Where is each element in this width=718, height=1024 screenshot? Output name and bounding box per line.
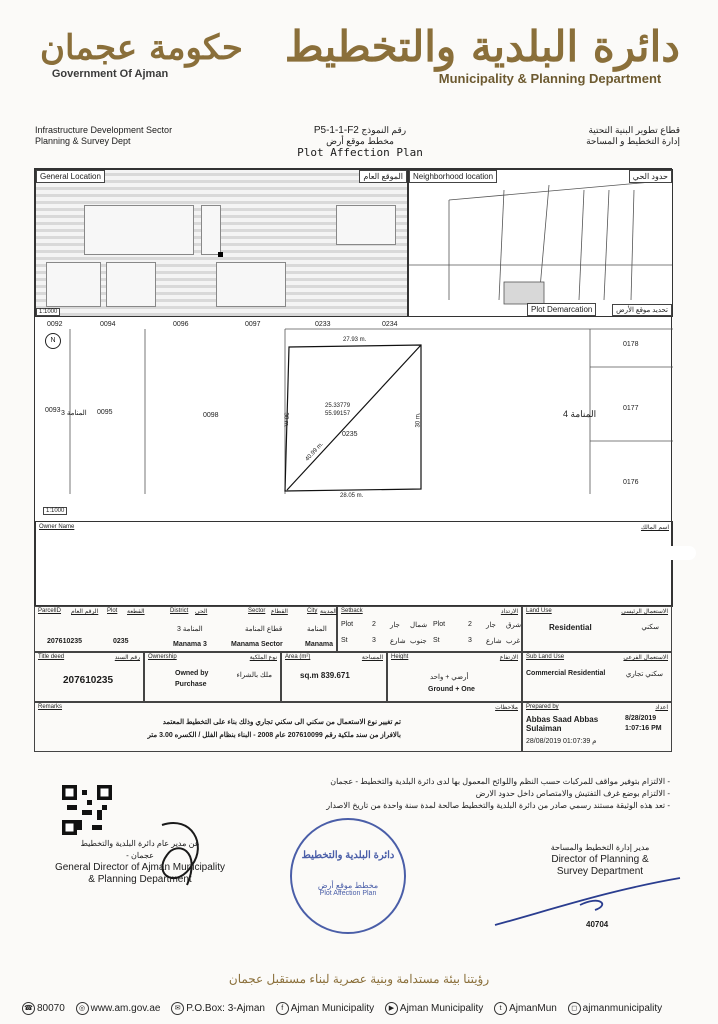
form-number-row (260, 125, 460, 136)
zone-right-label: المنامة 4 (563, 409, 597, 419)
plot-number-right: 0177 (623, 405, 639, 412)
ownership-label-ar: نوع الملكية (249, 655, 277, 661)
facebook-link[interactable]: Ajman Municipality (290, 1003, 375, 1015)
remarks-label-ar: ملاحظات (495, 705, 518, 711)
stamp-sub-ar: مخطط موقع أرض (317, 881, 379, 890)
qr-pattern (62, 784, 112, 836)
website-link[interactable]: www.am.gov.ae (90, 1003, 161, 1015)
area-cell (281, 652, 387, 702)
sector-line-1: Infrastructure Development Sector (35, 125, 173, 135)
sector-line-2-ar: إدارة التخطيط و المساحة (586, 136, 680, 146)
city-label: City (307, 608, 318, 614)
height-ar: أرضي + واحد (430, 674, 469, 681)
stamp-sub-en: Plot Affection Plan (319, 890, 377, 897)
phone-number[interactable]: 80070 (37, 1003, 65, 1015)
prepared-by: Abbas Saad Abbas Sulaiman (526, 715, 599, 733)
title-deed-label: Title deed (38, 654, 65, 660)
city-en: Manama (305, 641, 334, 648)
neighborhood-lines (409, 170, 673, 317)
remarks-label: Remarks (38, 704, 63, 710)
height-cell (387, 652, 522, 702)
qr-code (62, 784, 112, 836)
setback-cell (337, 606, 522, 652)
title-deed-value: 207610235 (63, 675, 114, 686)
map-block (201, 205, 221, 255)
setback-value: 3 (372, 637, 376, 644)
general-director-en-1: General Director of Ajman Municipality (54, 862, 226, 873)
coordinate-1: 25.33779 (325, 403, 351, 409)
sector-line-1-ar: قطاع تطوير البنية التحتية (588, 125, 680, 135)
ownership-ar: ملك بالشراء (236, 672, 272, 679)
instagram-link[interactable]: ajmanmunicipality (582, 1003, 663, 1015)
height-label: Height (391, 654, 409, 660)
sub-land-use-label: Sub Land Use (526, 654, 565, 660)
planning-director-en-1: Director of Planning & (551, 854, 649, 865)
po-box: P.O.Box: 3-Ajman (186, 1003, 265, 1015)
phone-icon: ☎ (22, 1002, 35, 1015)
setback-east: شرق (506, 622, 522, 629)
setback-north: شمال (410, 622, 428, 629)
planning-director-ar: مدير إدارة التخطيط والمساحة (550, 843, 650, 852)
government-logo (40, 28, 243, 80)
north-arrow-icon: N (45, 333, 61, 349)
city-label-ar: المدينة (320, 609, 337, 615)
setback-side: شارع (390, 638, 406, 645)
district-label-ar: الحي (195, 609, 208, 615)
sector-label-ar: القطاع (271, 609, 288, 615)
prepared-cell (522, 702, 672, 752)
sector-en: Manama Sector (231, 641, 283, 648)
department-logo (284, 22, 680, 86)
ownership-en: Owned by Purchase (175, 670, 209, 688)
sector-label: Sector (248, 608, 266, 614)
land-use-label: Land Use (526, 608, 552, 614)
map-label-ar: الموقع العام (359, 170, 407, 183)
map-block (216, 262, 286, 307)
coordinate-2: 55.99157 (325, 411, 351, 417)
stamp-title: دائرة البلدية والتخطيط (301, 850, 395, 861)
sector-line-2: Planning & Survey Dept (35, 136, 131, 146)
dimension-top: 27.93 m. (343, 337, 367, 343)
area-value: sq.m 839.671 (300, 671, 350, 680)
general-location-map (35, 169, 408, 317)
form-title-en: Plot Affection Plan (297, 146, 423, 159)
plot-number-main: 0235 (342, 431, 358, 438)
owner-label: Owner Name (39, 524, 75, 530)
dimension-right: 30 m. (415, 412, 422, 428)
setback-key: Plot (433, 621, 446, 628)
district-en: Manama 3 (173, 641, 207, 648)
plot-number-left: 0093 (45, 407, 61, 414)
sub-land-use-label-ar: الاستعمال الفرعي (623, 655, 668, 661)
plot-number-top: 0092 (47, 321, 63, 328)
remarks-line-1: تم تغيير نوع الاستعمال من سكني الى سكني تجاري وذلك بناء على التخطيط المعتمد (162, 719, 401, 726)
general-director-ar-1: عن مدير عام دائرة البلدية والتخطيط (80, 839, 200, 848)
mailbox-icon: ✉ (171, 1002, 184, 1015)
setback-value: 2 (468, 621, 472, 628)
land-use-label-ar: الاستعمال الرئيسي (621, 609, 668, 615)
setback-side: جار (390, 622, 400, 629)
plot-number-top: 0233 (315, 321, 331, 328)
area-label-ar: المساحة (361, 655, 383, 661)
ownership-cell (144, 652, 281, 702)
department-name-arabic: دائرة البلدية والتخطيط (284, 22, 680, 71)
prepared-at: 28/08/2019 01:07:39 م (526, 738, 597, 745)
conditions-notes (326, 776, 670, 812)
dimension-left: 30 m. (282, 412, 289, 428)
sector-ar: قطاع المنامة (245, 626, 283, 633)
plot-no: 0235 (113, 638, 129, 645)
area-label: Area (m²) (285, 654, 311, 660)
form-title-ar: مخطط موقع أرض (326, 136, 394, 146)
plot-label-ar: القطعة (127, 609, 145, 615)
document-number: 40704 (586, 920, 609, 929)
remarks-line-2: بالافراز من سند ملكية رقم 207610099 عام 2008 - البناء بنظام الفلل / الكسره 3.00 متر (147, 732, 401, 739)
title-deed-label-ar: رقم السند (114, 655, 140, 661)
scale-bar: 1:1000 (36, 308, 60, 316)
demarcation-label: Plot Demarcation (527, 303, 596, 316)
vision-statement: رؤيتنا بيئة مستدامة وبنية عصرية لبناء مستقبل عجمان (228, 972, 490, 986)
land-use-ar: سكني (641, 624, 659, 631)
plot-number-top: 0234 (382, 321, 398, 328)
form-number-label-ar: رقم النموذج (361, 125, 407, 135)
scale-bar: 1:1000 (43, 507, 67, 515)
map-block (336, 205, 396, 245)
setback-key: Plot (341, 621, 354, 628)
parcel-label-ar: الرقم العام (71, 609, 99, 615)
dimension-diagonal: 40.99 m. (304, 441, 325, 463)
plot-number-right: 0178 (623, 341, 639, 348)
general-director-ar-2: - عجمان (126, 851, 154, 860)
owner-label-ar: اسم المالك (640, 525, 669, 531)
plan-frame (34, 168, 672, 606)
zone-left-label: المنامة 3 (61, 410, 87, 417)
dimension-bottom: 28.05 m. (340, 493, 364, 499)
plot-label: Plot (107, 608, 118, 614)
plot-number-left: 0098 (203, 412, 219, 419)
setback-key: St (433, 637, 440, 644)
youtube-icon: ▶ (385, 1002, 398, 1015)
map-label: Neighborhood location (409, 170, 497, 183)
contact-footer (22, 1002, 662, 1015)
setback-key: St (341, 637, 348, 644)
sector-arabic (586, 125, 680, 147)
government-logo-arabic: حكومة عجمان (40, 28, 243, 68)
note-line: - الالتزام بتوفير مواقف للمركبات حسب النظم واللوائح المعمول بها لدى دائرة البلدية والتخطيط - عجمان (330, 777, 670, 786)
setback-south: جنوب (410, 638, 427, 645)
facebook-icon: f (276, 1002, 289, 1015)
map-block (84, 205, 194, 255)
sub-land-use-ar: سكني تجاري (625, 671, 663, 678)
sub-land-use-en: Commercial Residential (526, 670, 606, 677)
setback-label-ar: الارتداد (500, 609, 518, 615)
youtube-link[interactable]: Ajman Municipality (399, 1003, 484, 1015)
map-block (106, 262, 156, 307)
title-deed-cell (34, 652, 144, 702)
owner-row (35, 521, 673, 607)
plot-marker (218, 252, 223, 257)
prepared-label: Prepared by (526, 704, 559, 710)
plot-number-top: 0094 (100, 321, 116, 328)
plot-number-left: 0095 (97, 409, 113, 416)
redaction (592, 546, 696, 560)
parcel-id: 207610235 (47, 638, 83, 645)
setback-value: 3 (468, 637, 472, 644)
demarcation-label-ar: تحديد موقع الأرض (612, 304, 672, 316)
plot-number-top: 0097 (245, 321, 261, 328)
form-title-block (260, 125, 460, 158)
ownership-label: Ownership (148, 654, 177, 660)
map-block (46, 262, 101, 307)
setback-side: شارع (486, 638, 502, 645)
city-ar: المنامة (307, 626, 327, 633)
district-label: District (170, 608, 189, 614)
land-use-en: Residential (549, 623, 592, 632)
instagram-icon: ◻ (568, 1002, 581, 1015)
note-line: - تعد هذه الوثيقة مستند رسمي صادر من دائرة البلدية والتخطيط صالحة لمدة سنة واحدة من تاريخ الاصدار (326, 801, 670, 810)
handwritten-signature-left (132, 805, 212, 900)
setback-side: جار (486, 622, 496, 629)
plot-demarcation-drawing (35, 319, 673, 519)
plot-number-top: 0096 (173, 321, 189, 328)
twitter-link[interactable]: AjmanMun (509, 1003, 557, 1015)
height-en: Ground + One (428, 686, 475, 693)
map-label: General Location (36, 170, 105, 183)
neighborhood-map (408, 169, 673, 317)
twitter-icon: t (494, 1002, 507, 1015)
height-label-ar: الارتفاع (499, 655, 518, 661)
location-cell (34, 606, 337, 652)
government-logo-english: Government Of Ajman (51, 68, 169, 80)
setback-west: غرب (506, 638, 521, 645)
time-value: 1:07:16 PM (625, 725, 662, 732)
general-director-en-2: & Planning Department (88, 874, 192, 885)
map-label-ar: حدود الحي (629, 170, 672, 183)
land-use-cell (522, 606, 672, 652)
official-stamp (290, 818, 406, 934)
sector-english (35, 125, 172, 147)
prepared-label-ar: اعداد (655, 705, 668, 711)
form-number: P5-1-1-F2 (313, 125, 359, 136)
date-value: 8/28/2019 (625, 715, 657, 722)
globe-icon: ◎ (76, 1002, 89, 1015)
sub-land-use-cell (522, 652, 672, 702)
district-ar: المنامة 3 (177, 626, 203, 633)
remarks-cell (34, 702, 522, 752)
info-table (34, 606, 672, 776)
setback-label: Setback (341, 608, 363, 614)
planning-director-en-2: Survey Department (556, 866, 644, 877)
plot-number-right: 0176 (623, 479, 639, 486)
parcel-label: ParcelID (38, 608, 62, 614)
department-name-english: Municipality & Planning Department (438, 71, 662, 86)
note-line: - الالتزام بوضع غرف التفتيش والامتصاص داخل حدود الارض (475, 789, 670, 798)
setback-value: 2 (372, 621, 376, 628)
